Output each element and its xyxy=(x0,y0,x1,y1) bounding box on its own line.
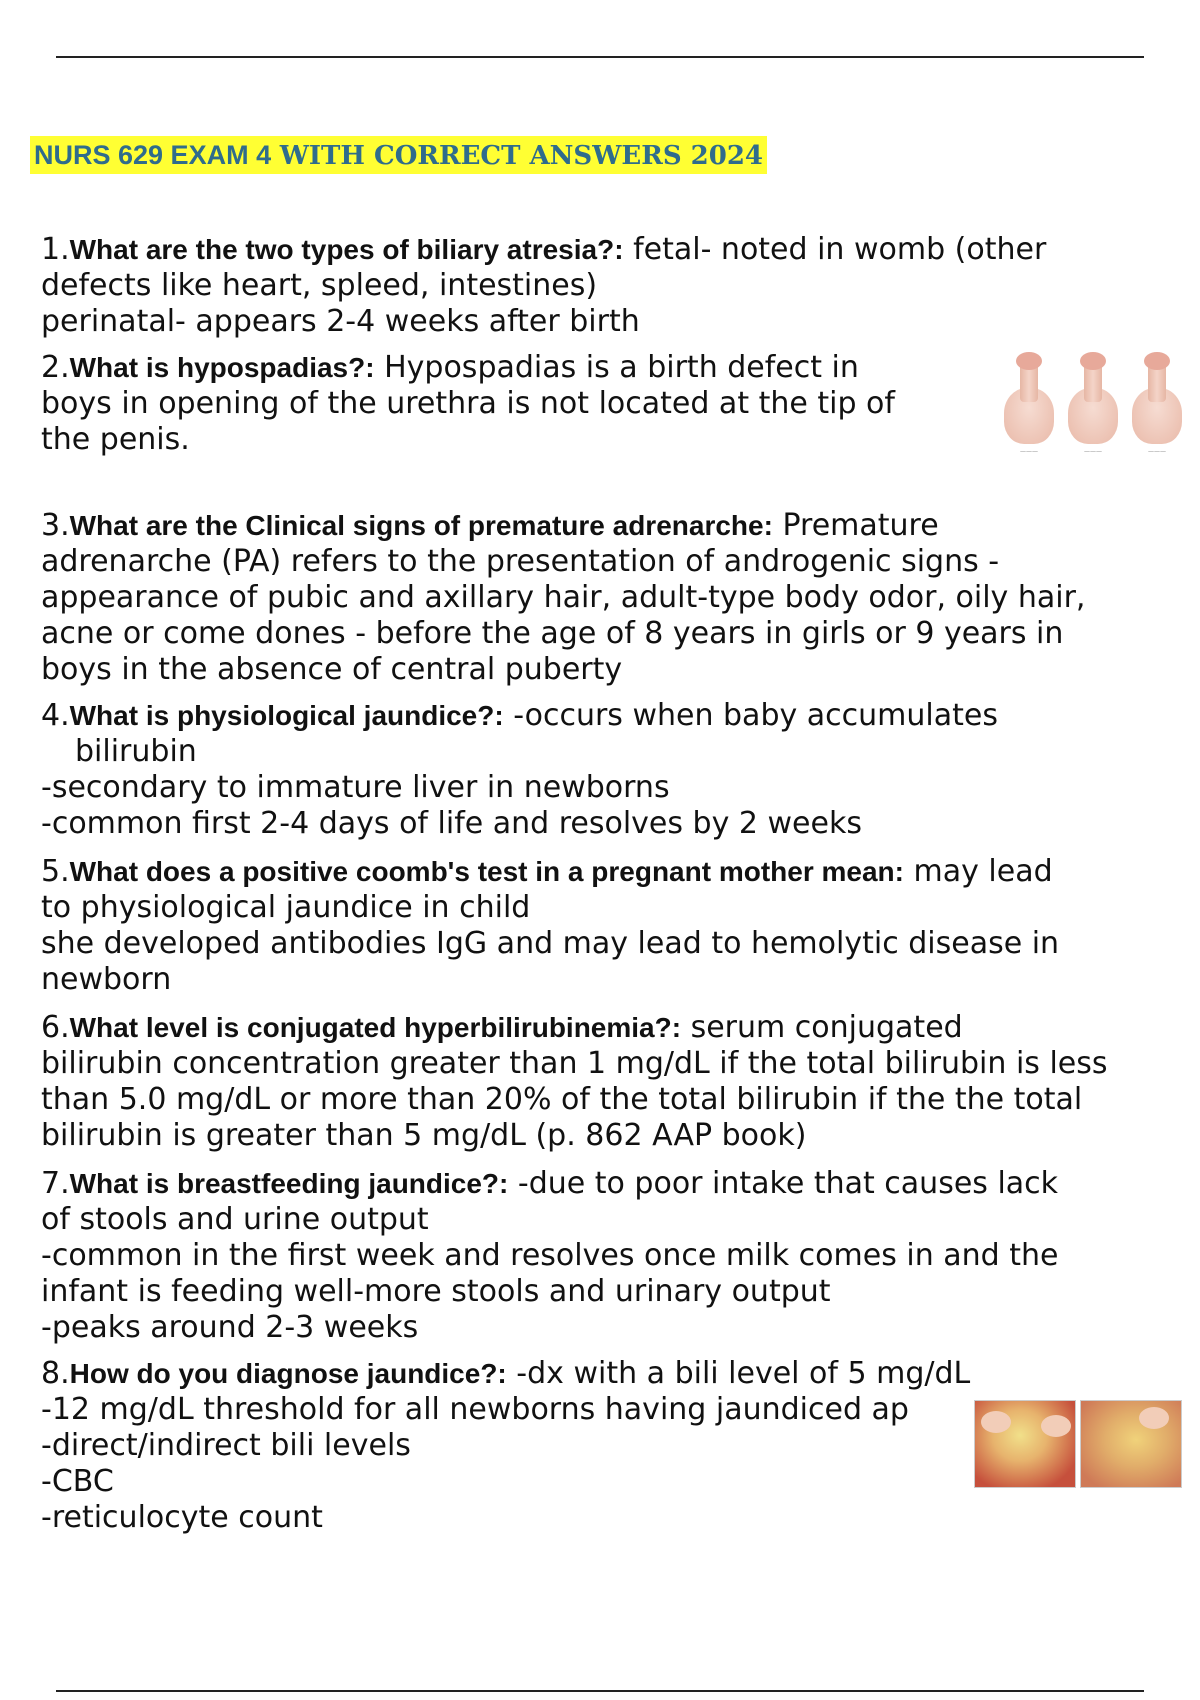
answer-line: bilirubin is greater than 5 mg/dL (p. 862 AAP book) xyxy=(41,1118,807,1153)
answer-line: -dx with a bili level of 5 mg/dL xyxy=(506,1356,971,1391)
answer-line: boys in opening of the urethra is not located at the tip of xyxy=(41,386,895,421)
answer-line: -common in the first week and resolves once milk comes in and the xyxy=(41,1238,1059,1273)
answer-line: -direct/indirect bili levels xyxy=(41,1428,411,1463)
title-part-2: WITH CORRECT ANSWERS 2024 xyxy=(279,141,764,171)
question-text: What does a positive coomb's test in a pregnant mother mean: xyxy=(69,856,904,887)
answer-line: -12 mg/dL threshold for all newborns having jaundiced ap xyxy=(41,1392,909,1427)
question-number: 8. xyxy=(41,1356,70,1391)
answer-line: the penis. xyxy=(41,422,190,457)
question-number: 4. xyxy=(41,698,70,733)
answer-line: adrenarche (PA) refers to the presentation of androgenic signs - xyxy=(41,544,1000,579)
answer-line: -secondary to immature liver in newborns xyxy=(41,770,670,805)
hypospadias-illustration xyxy=(1000,352,1186,455)
jaundice-photos xyxy=(974,1400,1182,1488)
answer-line: boys in the absence of central puberty xyxy=(41,652,623,687)
title-part-1: NURS 629 EXAM 4 xyxy=(34,140,272,170)
answer-line: she developed antibodies IgG and may lead to hemolytic disease in xyxy=(41,926,1060,961)
question-number: 5. xyxy=(41,854,70,889)
answer-line: newborn xyxy=(41,962,172,997)
answer-line: acne or come dones - before the age of 8 years in girls or 9 years in xyxy=(41,616,1064,651)
answer-line: to physiological jaundice in child xyxy=(41,890,531,925)
question-text: What level is conjugated hyperbilirubinemia?: xyxy=(69,1012,682,1043)
answer-line: fetal- noted in womb (other xyxy=(623,232,1047,267)
answer-line: serum conjugated xyxy=(681,1010,963,1045)
answer-line: bilirubin xyxy=(75,734,197,769)
question-number: 7. xyxy=(41,1166,70,1201)
question-number: 3. xyxy=(41,508,70,543)
answer-line: -due to poor intake that causes lack xyxy=(508,1166,1059,1201)
answer-line: bilirubin concentration greater than 1 mg/dL if the total bilirubin is less xyxy=(41,1046,1108,1081)
question-text: How do you diagnose jaundice?: xyxy=(69,1358,507,1389)
question-5 xyxy=(41,854,1191,998)
question-1 xyxy=(41,232,1191,340)
question-7 xyxy=(41,1166,1191,1346)
question-text: What is breastfeeding jaundice?: xyxy=(69,1168,509,1199)
document-title xyxy=(30,136,767,174)
question-3 xyxy=(41,508,1191,688)
jaundice-photo-2 xyxy=(1080,1400,1182,1488)
answer-line: -CBC xyxy=(41,1464,114,1499)
question-number: 1. xyxy=(41,232,70,267)
answer-line: Hypospadias is a birth defect in xyxy=(374,350,859,385)
answer-line: Premature xyxy=(772,508,939,543)
anatomy-figure-2: ——— xyxy=(1064,352,1122,455)
question-text: What are the Clinical signs of premature adrenarche: xyxy=(69,510,773,541)
answer-line: infant is feeding well-more stools and urinary output xyxy=(41,1274,831,1309)
answer-line: -common first 2-4 days of life and resolves by 2 weeks xyxy=(41,806,862,841)
anatomy-figure-1: ——— xyxy=(1000,352,1058,455)
answer-line: appearance of pubic and axillary hair, adult-type body odor, oily hair, xyxy=(41,580,1086,615)
answer-line: -occurs when baby accumulates xyxy=(503,698,998,733)
question-number: 6. xyxy=(41,1010,70,1045)
answer-line: perinatal- appears 2-4 weeks after birth xyxy=(41,304,640,339)
answer-line: defects like heart, spleed, intestines) xyxy=(41,268,598,303)
question-number: 2. xyxy=(41,350,70,385)
question-4 xyxy=(41,698,1191,842)
answer-line: of stools and urine output xyxy=(41,1202,429,1237)
answer-line: -peaks around 2-3 weeks xyxy=(41,1310,419,1345)
question-text: What are the two types of biliary atresia?: xyxy=(69,234,624,265)
answer-line: than 5.0 mg/dL or more than 20% of the total bilirubin if the the total xyxy=(41,1082,1083,1117)
top-rule xyxy=(56,56,1144,58)
question-2 xyxy=(41,350,941,458)
question-text: What is physiological jaundice?: xyxy=(69,700,504,731)
answer-line: -reticulocyte count xyxy=(41,1500,323,1535)
jaundice-photo-1 xyxy=(974,1400,1076,1488)
answer-line: may lead xyxy=(903,854,1053,889)
bottom-rule xyxy=(56,1690,1144,1692)
question-6 xyxy=(41,1010,1191,1154)
anatomy-figure-3: ——— xyxy=(1128,352,1186,455)
question-text: What is hypospadias?: xyxy=(69,352,375,383)
